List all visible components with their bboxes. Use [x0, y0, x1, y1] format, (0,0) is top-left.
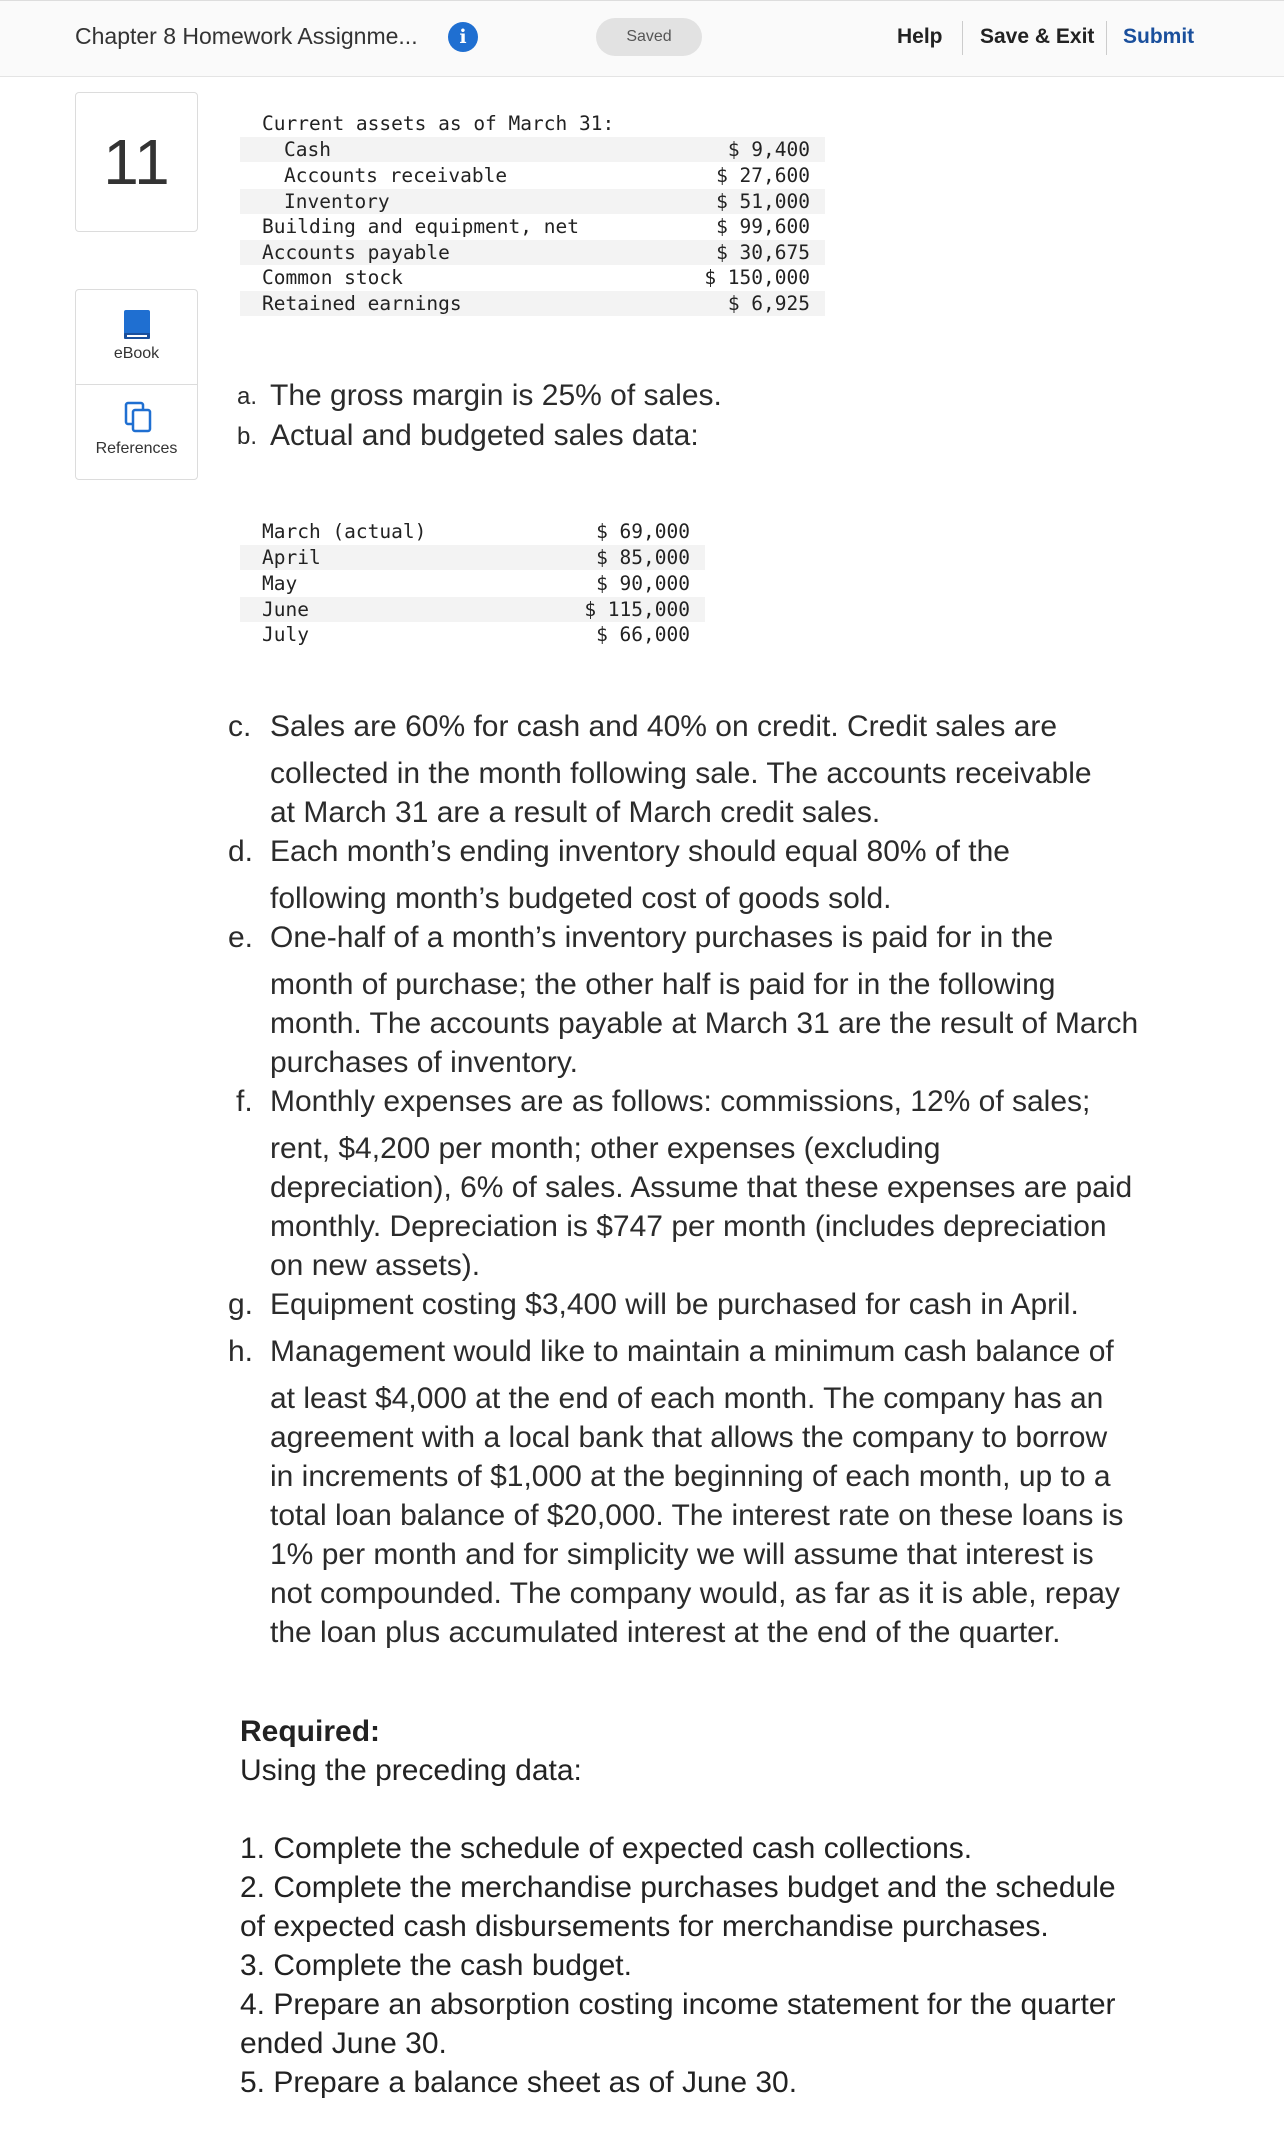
item-h-line: 1% per month and for simplicity we will assume that interest is: [270, 1538, 1094, 1571]
item-h-line: agreement with a local bank that allows the company to borrow: [270, 1421, 1108, 1454]
balance-value: $ 30,675: [716, 241, 810, 264]
item-b-text: Actual and budgeted sales data:: [270, 419, 699, 452]
required-heading: Required:: [240, 1715, 381, 1748]
item-f-line: monthly. Depreciation is $747 per month (includes depreciation: [270, 1210, 1107, 1243]
balance-label: Cash: [284, 138, 331, 161]
sales-month: July: [262, 623, 309, 646]
required-item: ended June 30.: [240, 2027, 447, 2060]
book-icon: [122, 309, 152, 341]
item-f-line: depreciation), 6% of sales. Assume that these expenses are paid: [270, 1171, 1133, 1204]
resource-panel: [75, 289, 198, 480]
sales-value: $ 115,000: [584, 598, 690, 621]
item-a-text: The gross margin is 25% of sales.: [270, 379, 722, 412]
sales-month: May: [262, 572, 298, 595]
info-icon[interactable]: i: [448, 22, 478, 52]
balance-heading: Current assets as of March 31:: [262, 112, 615, 135]
question-number: 11: [103, 126, 170, 198]
item-c-line: Sales are 60% for cash and 40% on credit. Credit sales are: [270, 710, 1058, 743]
balance-label: Accounts payable: [262, 241, 450, 264]
item-e-marker: e.: [228, 921, 254, 954]
required-item: 2. Complete the merchandise purchases budget and the schedule: [240, 1871, 1116, 1904]
item-b-marker: b.: [237, 423, 258, 450]
balance-label: Accounts receivable: [284, 164, 508, 187]
item-f-line: on new assets).: [270, 1249, 481, 1282]
item-h-line: in increments of $1,000 at the beginning of each month, up to a: [270, 1460, 1111, 1493]
copy-icon: [124, 401, 152, 433]
item-g-line: Equipment costing $3,400 will be purchased for cash in April.: [270, 1288, 1079, 1321]
item-e-line: purchases of inventory.: [270, 1046, 578, 1079]
references-label: References: [95, 440, 178, 457]
item-h-line: Management would like to maintain a minimum cash balance of: [270, 1335, 1114, 1368]
item-e-line: month. The accounts payable at March 31 are the result of March: [270, 1007, 1139, 1040]
balance-value: $ 99,600: [716, 215, 810, 238]
item-g-marker: g.: [228, 1288, 254, 1321]
item-f-line: Monthly expenses are as follows: commissions, 12% of sales;: [270, 1085, 1091, 1118]
required-item: 5. Prepare a balance sheet as of June 30.: [240, 2066, 798, 2099]
item-c-line: collected in the month following sale. The accounts receivable: [270, 757, 1092, 790]
item-f-line: rent, $4,200 per month; other expenses (excluding: [270, 1132, 941, 1165]
submit-button[interactable]: Submit: [1123, 25, 1195, 48]
sales-value: $ 90,000: [596, 572, 690, 595]
item-h-line: the loan plus accumulated interest at the end of the quarter.: [270, 1616, 1061, 1649]
sales-month: June: [262, 598, 309, 621]
item-e-line: One-half of a month’s inventory purchases is paid for in the: [270, 921, 1054, 954]
sales-month: March (actual): [262, 520, 427, 543]
top-bar: [0, 0, 1284, 77]
saved-status-badge: Saved: [596, 18, 702, 56]
sales-value: $ 69,000: [596, 520, 690, 543]
item-h-line: not compounded. The company would, as far as it is able, repay: [270, 1577, 1120, 1610]
required-item: 3. Complete the cash budget.: [240, 1949, 632, 1982]
ebook-button[interactable]: [76, 290, 197, 384]
item-c-line: at March 31 are a result of March credit sales.: [270, 796, 881, 829]
balance-value: $ 6,925: [727, 292, 810, 315]
item-d-line: Each month’s ending inventory should equal 80% of the: [270, 835, 1010, 868]
required-intro: Using the preceding data:: [240, 1754, 582, 1787]
balance-label: Building and equipment, net: [262, 215, 579, 238]
balance-value: $ 27,600: [716, 164, 810, 187]
question-number-box: [75, 92, 198, 232]
balance-label: Retained earnings: [262, 292, 462, 315]
balance-label: Common stock: [262, 266, 403, 289]
balance-label: Inventory: [284, 190, 390, 213]
item-d-line: following month’s budgeted cost of goods sold.: [270, 882, 892, 915]
save-exit-link[interactable]: Save & Exit: [980, 25, 1095, 48]
required-item: 1. Complete the schedule of expected cash collections.: [240, 1832, 973, 1865]
item-a-marker: a.: [237, 383, 258, 410]
balance-value: $ 9,400: [727, 138, 810, 161]
item-c-marker: c.: [228, 710, 252, 743]
item-h-line: at least $4,000 at the end of each month. The company has an: [270, 1382, 1104, 1415]
required-item: of expected cash disbursements for merchandise purchases.: [240, 1910, 1049, 1943]
nav-divider: [1106, 21, 1107, 55]
sales-month: April: [262, 546, 321, 569]
item-f-marker: f.: [236, 1085, 253, 1118]
help-link[interactable]: Help: [897, 25, 943, 48]
item-d-marker: d.: [228, 835, 254, 868]
references-button[interactable]: [76, 385, 197, 479]
assignment-title: Chapter 8 Homework Assignme...: [75, 23, 418, 49]
ebook-label: eBook: [113, 345, 160, 362]
item-h-line: total loan balance of $20,000. The interest rate on these loans is: [270, 1499, 1124, 1532]
required-item: 4. Prepare an absorption costing income statement for the quarter: [240, 1988, 1116, 2021]
sales-value: $ 85,000: [596, 546, 690, 569]
item-e-line: month of purchase; the other half is paid for in the following: [270, 968, 1056, 1001]
nav-divider: [962, 21, 963, 55]
sales-value: $ 66,000: [596, 623, 690, 646]
balance-value: $ 150,000: [704, 266, 810, 289]
balance-value: $ 51,000: [716, 190, 810, 213]
item-h-marker: h.: [228, 1335, 254, 1368]
